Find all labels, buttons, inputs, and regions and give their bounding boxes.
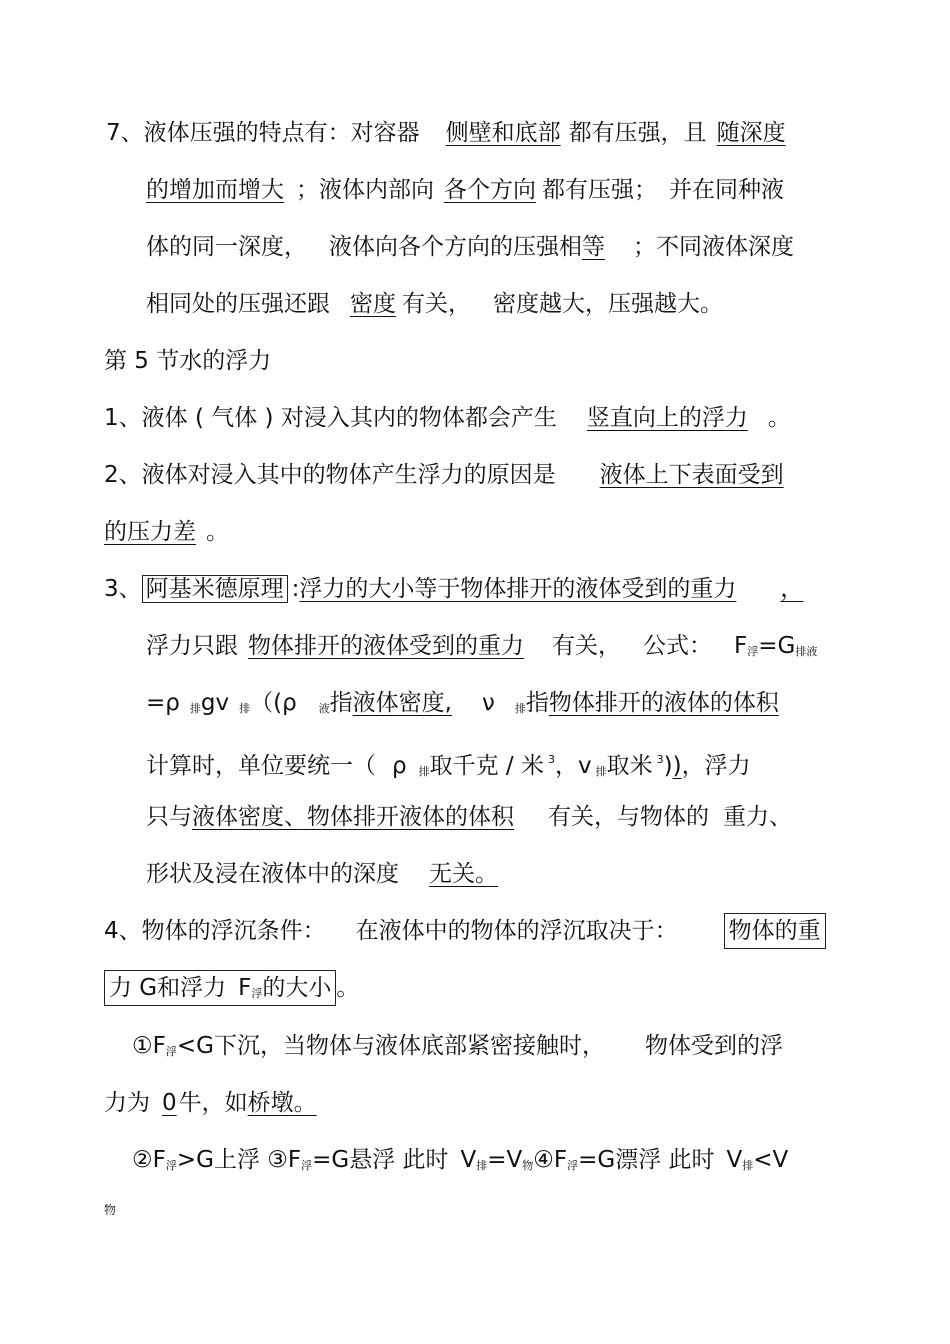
subscript: 浮 xyxy=(165,1159,177,1172)
text: 。 xyxy=(336,975,360,1001)
answer-underlined: 的增加而增大 xyxy=(146,177,284,203)
answer-underlined: 无关。 xyxy=(429,861,498,887)
superscript: 3 xyxy=(656,753,664,766)
text: ④F xyxy=(533,1147,568,1173)
q1-line xyxy=(104,403,791,433)
subscript: 排 xyxy=(418,765,430,778)
text: 形状及浸在液体中的深度 xyxy=(146,861,399,887)
answer-underlined: 随深度 xyxy=(716,120,786,146)
text: gv xyxy=(200,690,230,716)
text: ) xyxy=(672,753,682,779)
text: 都有压强，且 xyxy=(568,120,707,146)
text: =G悬浮 此时 xyxy=(312,1147,449,1173)
text: 液体向各个方向的压强相 xyxy=(329,234,582,260)
q4-cond-2-4-line xyxy=(132,1145,788,1181)
q3-line-6 xyxy=(146,859,526,889)
answer-underlined: 各个方向 xyxy=(444,177,536,203)
text: =ρ xyxy=(146,690,180,716)
boxed-answer xyxy=(104,970,336,1006)
q2-line-2 xyxy=(104,517,229,547)
subscript: 浮 xyxy=(301,1159,313,1172)
text: 取千克 / 米 xyxy=(429,753,544,779)
subscript: 排液 xyxy=(795,645,818,658)
q4-wrap-subscript: 物 xyxy=(104,1203,117,1217)
text: 相同处的压强还跟 xyxy=(146,291,330,317)
text: 3、 xyxy=(104,576,142,602)
text: 的大小 xyxy=(262,975,332,1001)
text: ) xyxy=(663,753,673,779)
subscript: 排 xyxy=(239,702,251,715)
subscript: 浮 xyxy=(251,987,263,1000)
answer-underlined: 物体排开的液体受到的重力 xyxy=(248,633,524,659)
text: ；液体内部向 xyxy=(296,177,434,203)
answer-underlined: 液体上下表面受到 xyxy=(599,462,784,488)
text: ，浮力 xyxy=(681,753,751,779)
text: ν xyxy=(481,690,495,716)
p7-line-2 xyxy=(146,175,784,205)
boxed-term: 阿基米德原理 xyxy=(142,575,288,603)
superscript: 3 xyxy=(547,753,555,766)
text: =V xyxy=(487,1147,523,1173)
text: <G下沉，当物体与液体底部紧密接触时， xyxy=(176,1033,605,1059)
subscript: 排 xyxy=(514,702,526,715)
text: 。 xyxy=(767,405,791,431)
text: 都有压强； xyxy=(542,177,657,203)
subscript: 浮 xyxy=(165,1045,177,1058)
text: 1、液体 ( 气体 ) 对浸入其内的物体都会产生 xyxy=(104,405,557,431)
text: 密度越大，压强越大。 xyxy=(493,291,723,317)
p7-line-1 xyxy=(106,118,786,148)
subscript: 物 xyxy=(522,1159,534,1172)
answer-underlined: 竖直向上的浮力 xyxy=(586,405,748,431)
text: 。 xyxy=(206,519,229,545)
text: 有关， xyxy=(402,291,471,317)
answer-underlined: 的压力差 xyxy=(104,519,196,545)
text: =G xyxy=(758,633,796,659)
q2-line-1 xyxy=(104,460,802,490)
text: ，v xyxy=(554,753,592,779)
text: 有关， xyxy=(552,633,621,659)
text: V xyxy=(460,1147,477,1173)
text: ， xyxy=(780,576,804,602)
p7-line-4 xyxy=(146,289,723,319)
answer-underlined: 密度 xyxy=(350,291,396,317)
text: 只与 xyxy=(146,804,192,830)
q4-cond-1-line-2 xyxy=(104,1088,317,1118)
text: 物体受到的浮 xyxy=(644,1033,783,1059)
subscript: 浮 xyxy=(567,1159,579,1172)
text: 体的同一深度， xyxy=(146,234,307,260)
text: 牛，如 xyxy=(178,1090,248,1116)
q3-line-2 xyxy=(146,631,817,667)
text: 力 G和浮力 xyxy=(109,975,227,1001)
section-heading: 第 5 节水的浮力 xyxy=(104,348,272,374)
text: 计算时，单位要统一（ xyxy=(146,753,376,779)
text: （(ρ xyxy=(250,690,297,716)
text: ①F xyxy=(132,1033,166,1059)
text: 取米 xyxy=(606,753,653,779)
text: 4、物体的浮沉条件： xyxy=(104,918,326,944)
text: ；不同液体深度 xyxy=(633,234,794,260)
answer-underlined: 物体排开的液体的体积 xyxy=(548,690,779,716)
text: 2、液体对浸入其中的物体产生浮力的原因是 xyxy=(104,462,556,488)
text: 指 xyxy=(525,690,549,716)
subscript: 液 xyxy=(318,702,330,715)
answer-underlined: 等 xyxy=(582,234,605,260)
text: 在液体中的物体的浮沉取决于： xyxy=(355,918,678,944)
subscript: 排 xyxy=(595,765,607,778)
q3-line-1 xyxy=(104,574,803,604)
text: : xyxy=(291,576,300,602)
text: 7、液体压强的特点有：对容器 xyxy=(106,120,420,146)
q3-line-3 xyxy=(146,688,799,724)
text: 有关，与物体的 xyxy=(548,804,709,830)
answer-underlined: 0 xyxy=(162,1090,177,1116)
answer-underlined: 浮力的大小等于物体排开的液体受到的重力 xyxy=(299,576,737,602)
answer-underlined: 液体密度, xyxy=(352,690,452,716)
text: V xyxy=(726,1147,743,1173)
answer-underlined: 桥墩。 xyxy=(247,1090,317,1116)
boxed-answer: 物体的重 xyxy=(724,913,826,949)
text: 浮力只跟 xyxy=(146,633,238,659)
subscript: 排 xyxy=(476,1159,488,1172)
answer-underlined: 侧壁和底部 xyxy=(445,120,561,146)
q3-line-4 xyxy=(146,745,751,787)
text: =G漂浮 此时 xyxy=(578,1147,715,1173)
text: ρ xyxy=(392,753,407,779)
q3-line-5 xyxy=(146,802,792,832)
q4-line-2 xyxy=(104,973,359,1009)
text: 重力、 xyxy=(723,804,792,830)
subscript: 浮 xyxy=(747,645,759,658)
subscript: 排 xyxy=(189,702,201,715)
text: F xyxy=(734,633,748,659)
p7-line-3 xyxy=(146,232,794,262)
q4-line-1 xyxy=(104,916,826,946)
q4-cond-1-line-1 xyxy=(132,1031,783,1067)
text: 指 xyxy=(329,690,353,716)
text: F xyxy=(238,975,252,1001)
text: 公式： xyxy=(643,633,712,659)
subscript: 排 xyxy=(742,1159,754,1172)
text: ②F xyxy=(132,1147,166,1173)
text: 并在同种液 xyxy=(669,177,784,203)
text: <V xyxy=(753,1147,789,1173)
answer-underlined: 液体密度、物体排开液体的体积 xyxy=(192,804,514,830)
text: 力为 xyxy=(104,1090,150,1116)
text: >G上浮 ③F xyxy=(176,1147,302,1173)
